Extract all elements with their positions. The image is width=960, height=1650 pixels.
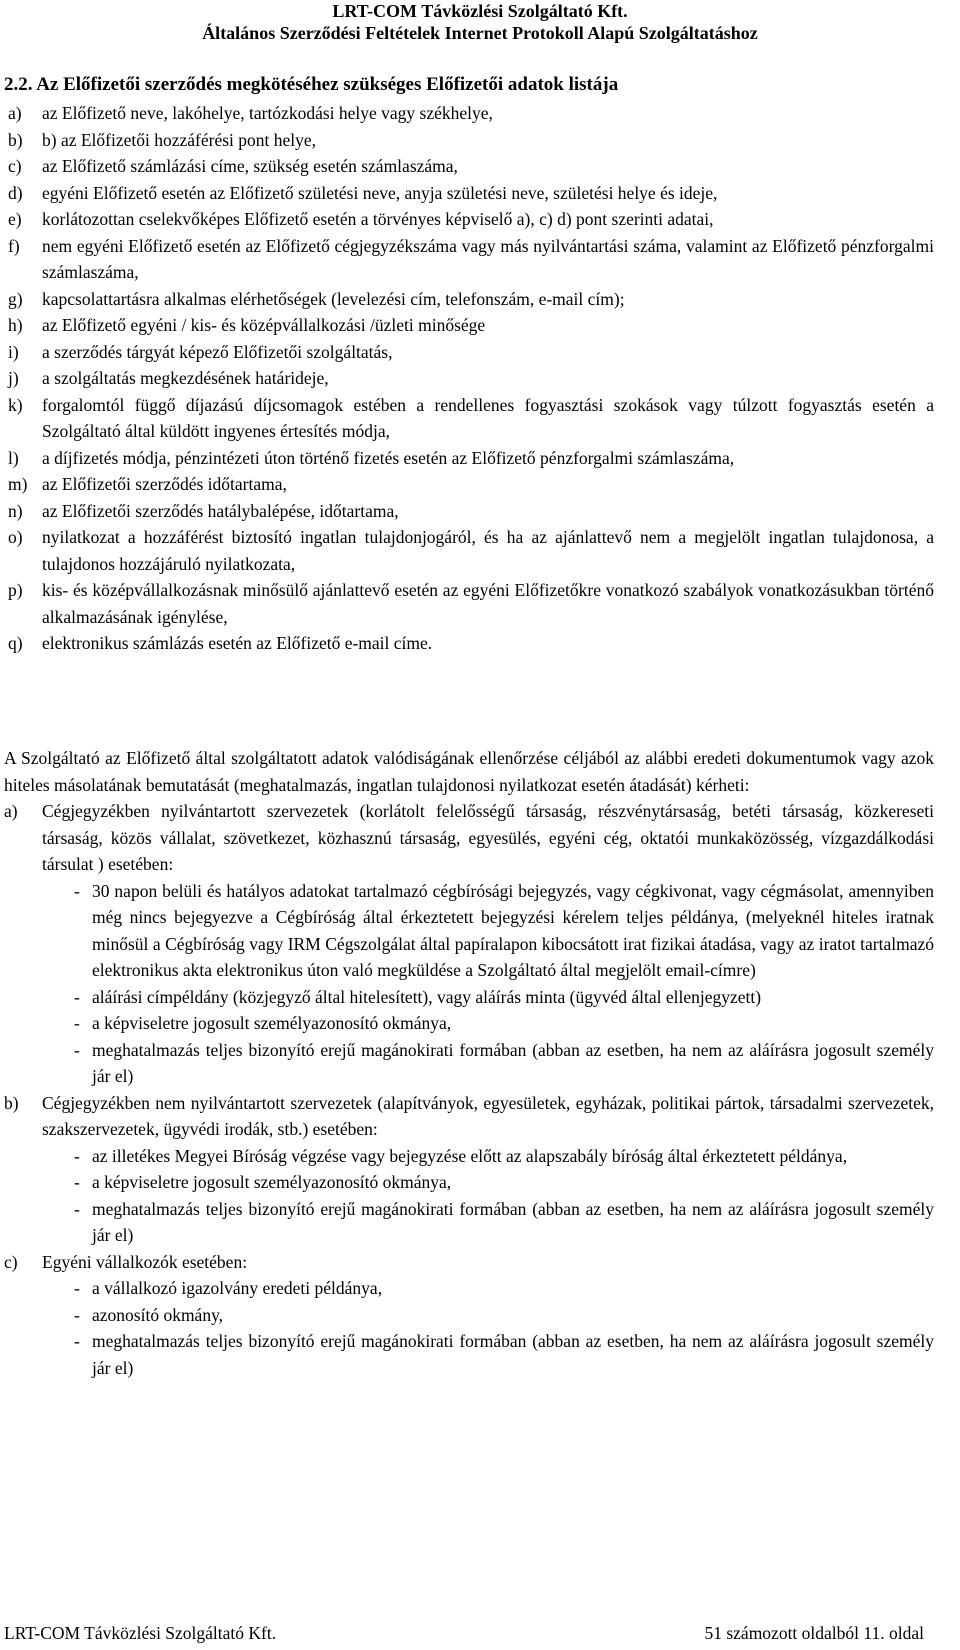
list-item-letter: j) (8, 368, 19, 388)
requirement-text: azonosító okmány, (92, 1304, 224, 1325)
list-item-text: a szolgáltatás megkezdésének határideje, (42, 368, 329, 388)
requirement-text: a vállalkozó igazolvány eredeti példánya, (92, 1278, 383, 1298)
intro-paragraph: A Szolgáltató az Előfizető által szolgáltatott adatok valódiságának ellenőrzése céljából az alábbi eredeti dokumentumok vagy azok hiteles másolatának bemutatását (meghatalmazás, ingatlan tulajdonosi nyilatkozat esetén átadását) kérheti: (4, 748, 934, 795)
requirement-text: meghatalmazás teljes bizonyító erejű magánokirati formában (abban az esetben, ha nem az aláírásra jogosult személy jár el) (92, 1039, 934, 1086)
list-item-letter: d) (8, 182, 23, 203)
categories-list (4, 798, 934, 1381)
dash-bullet: - (74, 1198, 80, 1219)
footer-page-number: 51 számozott oldalból 11. oldal (704, 1623, 924, 1643)
requirement-item (74, 984, 934, 1011)
list-item-letter: p) (8, 580, 23, 600)
list-item-letter: m) (8, 474, 28, 494)
list-item-text: egyéni Előfizető esetén az Előfizető születési neve, anyja születési neve, születési helye és ideje, (42, 182, 718, 203)
category-letter: a) (4, 801, 18, 821)
dash-bullet: - (74, 1331, 80, 1351)
list-item-text: kapcsolattartásra alkalmas elérhetőségek (levelezési cím, telefonszám, e-mail cím); (42, 288, 625, 309)
page-header (0, 0, 960, 44)
list-item-text: az Előfizető neve, lakóhelye, tartózkodási helye vagy székhelye, (42, 103, 493, 123)
list-item-letter: q) (8, 633, 23, 653)
dash-bullet: - (74, 1278, 80, 1298)
list-item (4, 153, 934, 180)
list-item-text: kis- és középvállalkozásnak minősülő ajánlattevő esetén az egyéni Előfizetőkre vonatkozó szabályok vonatkozásukban történő alkalmazásának igénylése, (42, 580, 934, 627)
category-text: Egyéni vállalkozók esetében: (42, 1251, 248, 1272)
dash-bullet: - (74, 1172, 80, 1192)
requirement-text: a képviseletre jogosult személyazonosító okmánya, (92, 1013, 452, 1033)
list-item (4, 127, 934, 154)
requirement-text: aláírási címpéldány (közjegyző által hitelesített), vagy aláírás minta (ügyvéd által ellenjegyzett) (92, 986, 762, 1007)
list-item (4, 524, 934, 577)
list-item (4, 100, 934, 127)
category-text: Cégjegyzékben nem nyilvántartott szervezetek (alapítványok, egyesületek, egyházak, politikai pártok, társadalmi szervezetek, szakszervezetek, ügyvédi irodák, stb.) esetében: (42, 1092, 934, 1139)
list-item-letter: i) (8, 341, 19, 362)
page-footer (4, 1620, 924, 1647)
requirement-item (74, 1010, 934, 1037)
category-item (4, 1249, 934, 1382)
list-item (4, 630, 934, 657)
document-requirements (4, 745, 934, 1381)
requirement-text: meghatalmazás teljes bizonyító erejű magánokirati formában (abban az esetben, ha nem az aláírásra jogosult személy jár el) (92, 1198, 934, 1245)
requirement-item (74, 1196, 934, 1249)
list-item-text: a díjfizetés módja, pénzintézeti úton történő fizetés esetén az Előfizető pénzforgalmi számlaszáma, (42, 447, 735, 468)
list-item-letter: n) (8, 500, 23, 521)
list-item-text: forgalomtól függő díjazású díjcsomagok estében a rendellenes fogyasztási szokások vagy túlzott fogyasztás esetén a Szolgáltató által küldött ingyenes értesítés módja, (42, 394, 934, 441)
list-item (4, 392, 934, 445)
dash-bullet: - (74, 880, 80, 901)
list-item-text: az Előfizetői szerződés hatálybalépése, időtartama, (42, 500, 399, 521)
list-item (4, 233, 934, 286)
list-item-letter: e) (8, 209, 22, 229)
dash-bullet: - (74, 1013, 80, 1033)
list-item-letter: g) (8, 288, 23, 309)
requirement-item (74, 1169, 934, 1196)
list-item-text: az Előfizető számlázási címe, szükség esetén számlaszáma, (42, 156, 458, 176)
list-item-letter: k) (8, 394, 23, 415)
list-item-text: b) az Előfizetői hozzáférési pont helye, (42, 129, 317, 150)
dash-bullet: - (74, 986, 80, 1007)
dash-bullet: - (74, 1039, 80, 1060)
list-item (4, 365, 934, 392)
list-item-letter: l) (8, 447, 19, 468)
requirement-item (74, 878, 934, 984)
header-document-title: Általános Szerződési Feltételek Internet Protokoll Alapú Szolgáltatáshoz (202, 23, 758, 43)
header-company: LRT-COM Távközlési Szolgáltató Kft. (332, 1, 628, 21)
list-item (4, 339, 934, 366)
footer-company: LRT-COM Távközlési Szolgáltató Kft. (4, 1623, 277, 1643)
list-item-text: az Előfizetői szerződés időtartama, (42, 474, 287, 494)
list-item-text: korlátozottan cselekvőképes Előfizető esetén a törvényes képviselő a), c) d) pont szerinti adatai, (42, 209, 714, 229)
list-item (4, 312, 934, 339)
list-item (4, 286, 934, 313)
section-title: 2.2. Az Előfizetői szerződés megkötéséhez szükséges Előfizetői adatok listája (4, 74, 619, 95)
list-item (4, 180, 934, 207)
category-item (4, 1090, 934, 1249)
list-item (4, 577, 934, 630)
list-item (4, 471, 934, 498)
requirement-item (74, 1143, 934, 1170)
requirement-item (74, 1275, 934, 1302)
dash-bullet: - (74, 1304, 80, 1325)
list-item-letter: h) (8, 315, 23, 335)
list-item-text: elektronikus számlázás esetén az Előfizető e-mail címe. (42, 633, 433, 653)
requirement-item (74, 1302, 934, 1329)
list-item-letter: f) (8, 235, 20, 256)
category-text: Cégjegyzékben nyilvántartott szervezetek (korlátolt felelősségű társaság, részvénytársaság, betéti társaság, közkereseti társaság, közös vállalat, szövetkezet, közhasznú társaság, egyesülés, egyéni cég, oktatói munkaközösség, vízgazdálkodási társulat ) esetében: (42, 801, 934, 874)
requirement-text: 30 napon belüli és hatályos adatokat tartalmazó cégbírósági bejegyzés, vagy cégkivonat, vagy cégmásolat, amennyiben még nincs bejegyezve a Cégbíróság által érkeztetett bejegyzési kérelem teljes példánya, (melyeknél hiteles iratnak minősül a Cégbíróság vagy IRM Cégszolgálat által papíralapon kibocsátott irat fizikai átadása, vagy az iratot tartalmazó elektronikus akta elektronikus úton való megküldése a Szolgáltató által megjelölt email-címre) (92, 880, 934, 980)
list-item-letter: o) (8, 527, 23, 547)
category-letter: c) (4, 1251, 18, 1272)
dash-bullet: - (74, 1145, 80, 1166)
requirement-item (74, 1328, 934, 1381)
requirement-text: a képviseletre jogosult személyazonosító okmánya, (92, 1172, 452, 1192)
list-item (4, 206, 934, 233)
list-item-text: nem egyéni Előfizető esetén az Előfizető cégjegyzékszáma vagy más nyilvántartási száma, valamint az Előfizető pénzforgalmi számlaszáma, (42, 235, 934, 282)
list-item-letter: c) (8, 156, 22, 176)
list-item-text: a szerződés tárgyát képező Előfizetői szolgáltatás, (42, 341, 393, 362)
list-item-letter: a) (8, 103, 22, 123)
category-letter: b) (4, 1092, 19, 1113)
category-item (4, 798, 934, 1090)
list-item-text: az Előfizető egyéni / kis- és középvállalkozási /üzleti minősége (42, 315, 486, 335)
requirement-text: az illetékes Megyei Bíróság végzése vagy bejegyzése előtt az alapszabály bíróság által érkeztetett példánya, (92, 1145, 848, 1166)
requirement-text: meghatalmazás teljes bizonyító erejű magánokirati formában (abban az esetben, ha nem az aláírásra jogosult személy jár el) (92, 1331, 934, 1378)
list-item-text: nyilatkozat a hozzáférést biztosító ingatlan tulajdonjogáról, és ha az ajánlattevő nem a megjelölt ingatlan tulajdonosa, a tulajdonos hozzájáruló nyilatkozata, (42, 527, 934, 574)
requirement-item (74, 1037, 934, 1090)
list-item (4, 498, 934, 525)
list-item-letter: b) (8, 129, 23, 150)
data-items-list (4, 100, 934, 657)
list-item (4, 445, 934, 472)
